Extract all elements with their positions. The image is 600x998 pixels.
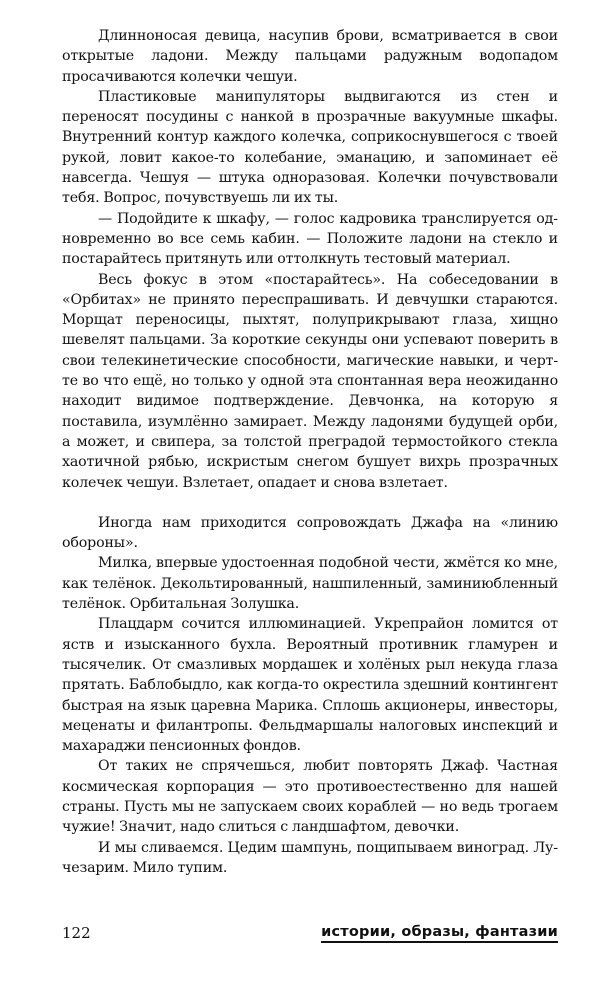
paragraph: Милка, впервые удостоенная подобной чести, жмётся ко мне, как телёнок. Декольтированный, нашпиленный, заминиюбленный телёнок. Орбитальная Золушка. (62, 555, 558, 613)
page-number: 122 (62, 924, 91, 942)
paragraph: И мы сливаемся. Цедим шампунь, пощипываем виноград. Лучезарим. Мило тупим. (62, 839, 558, 876)
paragraph: Плацдарм сочится иллюминацией. Укрепрайон ломится от яств и изысканного бухла. Вероятный противник гламурен и тысячелик. От смазливых мордашек и холёных рыл некуда глаза прятать. Баблобыдло, как когда-то окрестила здешний контингент быстрая на язык царевна Марика. Сплошь акционеры, инвесторы, меценаты и филантропы. Фельдмаршалы налоговых инспекций и махараджи пенсионных фондов. (62, 616, 558, 755)
paragraph-section-start: Иногда нам приходится сопровождать Джафа на «линию обороны». (62, 514, 558, 552)
paragraph: Весь фокус в этом «постарайтесь». На собеседовании в «Орбитах» не принято переспрашивать. И девчушки стараются. Морщат переносицы, пыхтят, полуприкрывают глаза, хищно шевелят пальцами. За короткие секунды они успевают поверить в свои телекинетические способности, магические навыки, и черт-те во что ещё, но только у одной эта спонтанная вера неожиданно находит видимое подтверждение. Девчонка, на которую я поставила, изумлённо замирает. Между ладонями будущей орби, а может, и свипера, за толстой преградой термостойкого стекла хаотичной рябью, искристым снегом бушует вихрь прозрачных колечек чешуи. Взлетает, опадает и снова взлетает. (62, 271, 558, 491)
paragraph: — Подойдите к шкафу, — голос кадровика транслируется одновременно во все семь кабин. — Положите ладони на стекло и постарайтесь притянуть или оттолкнуть тестовый материал. (62, 210, 558, 268)
page-body (62, 26, 558, 878)
paragraph: От таких не спрячешься, любит повторять Джаф. Частная космическая корпорация — это противоестественно для нашей страны. Пусть мы не запускаем своих кораблей — но ведь трогаем чужие! Значит, надо слиться с ландшафтом, девочки. (62, 758, 558, 836)
running-title: истории, образы, фантазии (321, 924, 558, 943)
paragraph: Пластиковые манипуляторы выдвигаются из стен и переносят посудины с нанкой в прозрачные вакуумные шкафы. Внутренний контур каждого колечка, соприкоснувшегося с твоей рукой, ловит какое-то колебание, эманацию, и запоминает её навсегда. Чешуя — штука одноразовая. Колечки почувствовали тебя. Вопрос, почувствуешь ли их ты. (62, 88, 558, 207)
paragraph: Длинноносая девица, насупив брови, всматривается в свои открытые ладони. Между пальцами радужным водопадом просачиваются колечки чешуи. (62, 28, 558, 85)
page-footer (62, 924, 558, 948)
